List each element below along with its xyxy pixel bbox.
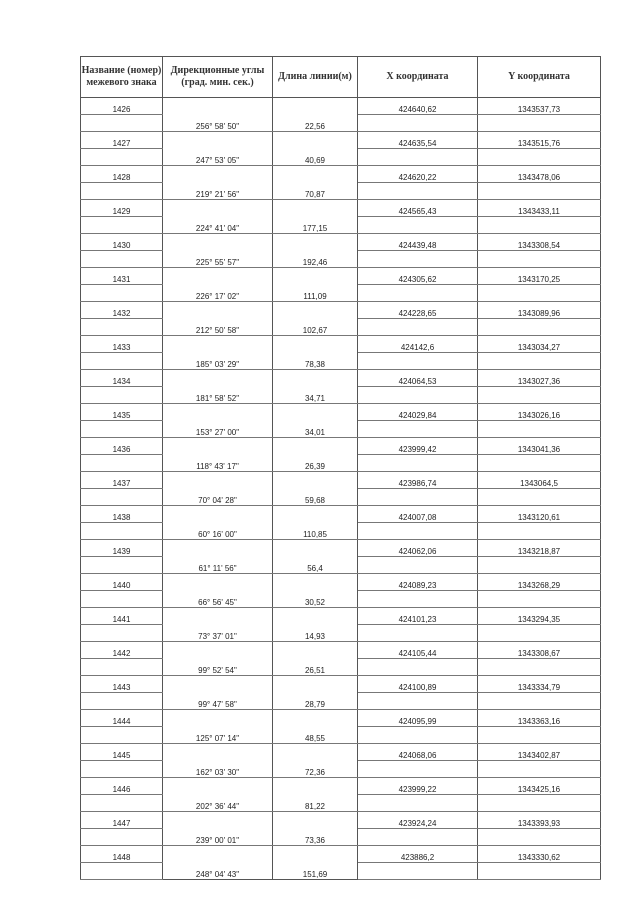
directional-angle-cell: 181° 58' 52" [163, 387, 273, 404]
empty-cell [478, 693, 601, 710]
header-x-coordinate: X координата [358, 57, 478, 98]
table-row-point [81, 710, 601, 727]
empty-cell [81, 455, 163, 472]
table-row-point [81, 608, 601, 625]
empty-cell [358, 625, 478, 642]
table-row-point [81, 234, 601, 251]
table-row-segment [81, 761, 601, 778]
directional-angle-cell: 118° 43' 17" [163, 455, 273, 472]
point-name-cell: 1439 [81, 540, 163, 557]
empty-cell [273, 370, 358, 387]
empty-cell [81, 387, 163, 404]
line-length-cell: 34,71 [273, 387, 358, 404]
empty-cell [273, 302, 358, 319]
empty-cell [273, 778, 358, 795]
y-coordinate-cell: 1343120,61 [478, 506, 601, 523]
table-row-point [81, 540, 601, 557]
empty-cell [81, 115, 163, 132]
y-coordinate-cell: 1343308,54 [478, 234, 601, 251]
line-length-cell: 192,46 [273, 251, 358, 268]
table-row-segment [81, 557, 601, 574]
empty-cell [81, 183, 163, 200]
directional-angle-cell: 162° 03' 30" [163, 761, 273, 778]
empty-cell [163, 812, 273, 829]
x-coordinate-cell: 424029,84 [358, 404, 478, 421]
y-coordinate-cell: 1343026,16 [478, 404, 601, 421]
line-length-cell: 26,51 [273, 659, 358, 676]
table-row-point [81, 336, 601, 353]
empty-cell [358, 523, 478, 540]
table-row-point [81, 166, 601, 183]
line-length-cell: 70,87 [273, 183, 358, 200]
line-length-cell: 111,09 [273, 285, 358, 302]
empty-cell [478, 455, 601, 472]
line-length-cell: 73,36 [273, 829, 358, 846]
table-row-segment [81, 863, 601, 880]
y-coordinate-cell: 1343393,93 [478, 812, 601, 829]
empty-cell [81, 591, 163, 608]
empty-cell [358, 251, 478, 268]
table-row-point [81, 302, 601, 319]
point-name-cell: 1430 [81, 234, 163, 251]
empty-cell [273, 472, 358, 489]
empty-cell [163, 642, 273, 659]
empty-cell [358, 761, 478, 778]
empty-cell [478, 829, 601, 846]
empty-cell [163, 302, 273, 319]
coordinates-table [80, 56, 601, 880]
x-coordinate-cell: 424089,23 [358, 574, 478, 591]
empty-cell [163, 676, 273, 693]
empty-cell [358, 455, 478, 472]
empty-cell [81, 693, 163, 710]
table-row-point [81, 438, 601, 455]
empty-cell [81, 761, 163, 778]
directional-angle-cell: 248° 04' 43" [163, 863, 273, 880]
x-coordinate-cell: 423924,24 [358, 812, 478, 829]
empty-cell [273, 132, 358, 149]
empty-cell [81, 795, 163, 812]
empty-cell [273, 812, 358, 829]
table-row-point [81, 132, 601, 149]
empty-cell [81, 829, 163, 846]
point-name-cell: 1444 [81, 710, 163, 727]
directional-angle-cell: 99° 47' 58" [163, 693, 273, 710]
empty-cell [358, 421, 478, 438]
empty-cell [358, 115, 478, 132]
table-row-segment [81, 795, 601, 812]
empty-cell [163, 438, 273, 455]
table-row-segment [81, 217, 601, 234]
point-name-cell: 1446 [81, 778, 163, 795]
empty-cell [358, 659, 478, 676]
empty-cell [163, 778, 273, 795]
directional-angle-cell: 185° 03' 29" [163, 353, 273, 370]
empty-cell [81, 149, 163, 166]
empty-cell [358, 557, 478, 574]
point-name-cell: 1434 [81, 370, 163, 387]
y-coordinate-cell: 1343478,06 [478, 166, 601, 183]
point-name-cell: 1447 [81, 812, 163, 829]
point-name-cell: 1440 [81, 574, 163, 591]
empty-cell [273, 574, 358, 591]
point-name-cell: 1429 [81, 200, 163, 217]
empty-cell [478, 625, 601, 642]
line-length-cell: 151,69 [273, 863, 358, 880]
line-length-cell: 72,36 [273, 761, 358, 778]
empty-cell [358, 489, 478, 506]
empty-cell [81, 659, 163, 676]
x-coordinate-cell: 423886,2 [358, 846, 478, 863]
table-header-row [81, 57, 601, 98]
y-coordinate-cell: 1343170,25 [478, 268, 601, 285]
x-coordinate-cell: 424105,44 [358, 642, 478, 659]
empty-cell [358, 727, 478, 744]
directional-angle-cell: 225° 55' 57" [163, 251, 273, 268]
empty-cell [163, 608, 273, 625]
empty-cell [358, 795, 478, 812]
x-coordinate-cell: 424007,08 [358, 506, 478, 523]
line-length-cell: 28,79 [273, 693, 358, 710]
x-coordinate-cell: 424064,53 [358, 370, 478, 387]
directional-angle-cell: 212° 50' 58" [163, 319, 273, 336]
x-coordinate-cell: 424068,06 [358, 744, 478, 761]
empty-cell [478, 251, 601, 268]
empty-cell [163, 234, 273, 251]
table-row-segment [81, 115, 601, 132]
x-coordinate-cell: 424565,43 [358, 200, 478, 217]
empty-cell [163, 710, 273, 727]
line-length-cell: 22,56 [273, 115, 358, 132]
directional-angle-cell: 61° 11' 56" [163, 557, 273, 574]
line-length-cell: 59,68 [273, 489, 358, 506]
empty-cell [273, 200, 358, 217]
table-row-point [81, 574, 601, 591]
empty-cell [478, 421, 601, 438]
directional-angle-cell: 202° 36' 44" [163, 795, 273, 812]
point-name-cell: 1448 [81, 846, 163, 863]
empty-cell [81, 251, 163, 268]
y-coordinate-cell: 1343330,62 [478, 846, 601, 863]
point-name-cell: 1433 [81, 336, 163, 353]
empty-cell [478, 727, 601, 744]
empty-cell [81, 421, 163, 438]
empty-cell [273, 336, 358, 353]
table-row-segment [81, 319, 601, 336]
empty-cell [478, 489, 601, 506]
header-y-coordinate: Y координата [478, 57, 601, 98]
table-row-point [81, 404, 601, 421]
line-length-cell: 81,22 [273, 795, 358, 812]
line-length-cell: 30,52 [273, 591, 358, 608]
line-length-cell: 40,69 [273, 149, 358, 166]
empty-cell [273, 268, 358, 285]
directional-angle-cell: 247° 53' 05" [163, 149, 273, 166]
point-name-cell: 1432 [81, 302, 163, 319]
table-row-segment [81, 591, 601, 608]
x-coordinate-cell: 424635,54 [358, 132, 478, 149]
x-coordinate-cell: 424305,62 [358, 268, 478, 285]
line-length-cell: 177,15 [273, 217, 358, 234]
line-length-cell: 48,55 [273, 727, 358, 744]
directional-angle-cell: 224° 41' 04" [163, 217, 273, 234]
table-row-segment [81, 387, 601, 404]
x-coordinate-cell: 424439,48 [358, 234, 478, 251]
table-row-point [81, 642, 601, 659]
line-length-cell: 56,4 [273, 557, 358, 574]
y-coordinate-cell: 1343433,11 [478, 200, 601, 217]
table-row-segment [81, 489, 601, 506]
table-row-segment [81, 251, 601, 268]
table-row-point [81, 812, 601, 829]
empty-cell [478, 353, 601, 370]
point-name-cell: 1428 [81, 166, 163, 183]
empty-cell [478, 761, 601, 778]
directional-angle-cell: 125° 07' 14" [163, 727, 273, 744]
table-row-point [81, 744, 601, 761]
directional-angle-cell: 153° 27' 00" [163, 421, 273, 438]
header-directional-angles: Дирекционные углы (град. мин. сек.) [163, 57, 273, 98]
empty-cell [273, 846, 358, 863]
point-name-cell: 1441 [81, 608, 163, 625]
empty-cell [478, 795, 601, 812]
table-row-segment [81, 353, 601, 370]
point-name-cell: 1436 [81, 438, 163, 455]
empty-cell [273, 438, 358, 455]
line-length-cell: 26,39 [273, 455, 358, 472]
y-coordinate-cell: 1343089,96 [478, 302, 601, 319]
empty-cell [81, 727, 163, 744]
y-coordinate-cell: 1343308,67 [478, 642, 601, 659]
point-name-cell: 1438 [81, 506, 163, 523]
empty-cell [358, 183, 478, 200]
x-coordinate-cell: 424095,99 [358, 710, 478, 727]
y-coordinate-cell: 1343064,5 [478, 472, 601, 489]
empty-cell [81, 523, 163, 540]
coordinates-table-page [80, 56, 600, 879]
x-coordinate-cell: 424228,65 [358, 302, 478, 319]
empty-cell [478, 149, 601, 166]
directional-angle-cell: 99° 52' 54" [163, 659, 273, 676]
empty-cell [81, 863, 163, 880]
table-row-point [81, 676, 601, 693]
x-coordinate-cell: 424062,06 [358, 540, 478, 557]
x-coordinate-cell: 423986,74 [358, 472, 478, 489]
empty-cell [163, 370, 273, 387]
empty-cell [358, 319, 478, 336]
empty-cell [358, 353, 478, 370]
line-length-cell: 14,93 [273, 625, 358, 642]
directional-angle-cell: 70° 04' 28" [163, 489, 273, 506]
empty-cell [273, 234, 358, 251]
empty-cell [358, 217, 478, 234]
point-name-cell: 1442 [81, 642, 163, 659]
empty-cell [163, 98, 273, 115]
empty-cell [358, 285, 478, 302]
table-row-point [81, 778, 601, 795]
empty-cell [478, 319, 601, 336]
directional-angle-cell: 73° 37' 01" [163, 625, 273, 642]
line-length-cell: 78,38 [273, 353, 358, 370]
y-coordinate-cell: 1343268,29 [478, 574, 601, 591]
y-coordinate-cell: 1343537,73 [478, 98, 601, 115]
point-name-cell: 1435 [81, 404, 163, 421]
empty-cell [478, 387, 601, 404]
line-length-cell: 102,67 [273, 319, 358, 336]
y-coordinate-cell: 1343294,35 [478, 608, 601, 625]
y-coordinate-cell: 1343334,79 [478, 676, 601, 693]
table-row-point [81, 370, 601, 387]
table-row-point [81, 506, 601, 523]
empty-cell [273, 540, 358, 557]
x-coordinate-cell: 424640,62 [358, 98, 478, 115]
point-name-cell: 1426 [81, 98, 163, 115]
empty-cell [478, 863, 601, 880]
x-coordinate-cell: 424101,23 [358, 608, 478, 625]
directional-angle-cell: 60° 16' 00" [163, 523, 273, 540]
empty-cell [163, 744, 273, 761]
empty-cell [81, 285, 163, 302]
table-row-segment [81, 455, 601, 472]
y-coordinate-cell: 1343041,36 [478, 438, 601, 455]
x-coordinate-cell: 423999,22 [358, 778, 478, 795]
table-row-segment [81, 829, 601, 846]
table-row-segment [81, 149, 601, 166]
directional-angle-cell: 256° 58' 50" [163, 115, 273, 132]
empty-cell [358, 693, 478, 710]
empty-cell [81, 625, 163, 642]
x-coordinate-cell: 424142,6 [358, 336, 478, 353]
empty-cell [478, 659, 601, 676]
empty-cell [478, 285, 601, 302]
y-coordinate-cell: 1343218,87 [478, 540, 601, 557]
empty-cell [163, 336, 273, 353]
empty-cell [81, 353, 163, 370]
empty-cell [478, 557, 601, 574]
table-row-point [81, 846, 601, 863]
empty-cell [273, 608, 358, 625]
y-coordinate-cell: 1343034,27 [478, 336, 601, 353]
empty-cell [358, 387, 478, 404]
point-name-cell: 1443 [81, 676, 163, 693]
empty-cell [81, 489, 163, 506]
empty-cell [478, 217, 601, 234]
empty-cell [163, 132, 273, 149]
point-name-cell: 1431 [81, 268, 163, 285]
table-row-segment [81, 727, 601, 744]
empty-cell [81, 557, 163, 574]
empty-cell [273, 744, 358, 761]
empty-cell [478, 591, 601, 608]
y-coordinate-cell: 1343027,36 [478, 370, 601, 387]
directional-angle-cell: 219° 21' 56" [163, 183, 273, 200]
empty-cell [163, 472, 273, 489]
table-row-segment [81, 523, 601, 540]
point-name-cell: 1437 [81, 472, 163, 489]
empty-cell [478, 115, 601, 132]
empty-cell [163, 404, 273, 421]
y-coordinate-cell: 1343402,87 [478, 744, 601, 761]
empty-cell [358, 591, 478, 608]
y-coordinate-cell: 1343425,16 [478, 778, 601, 795]
empty-cell [163, 200, 273, 217]
x-coordinate-cell: 423999,42 [358, 438, 478, 455]
empty-cell [273, 676, 358, 693]
table-row-point [81, 200, 601, 217]
x-coordinate-cell: 424620,22 [358, 166, 478, 183]
empty-cell [273, 642, 358, 659]
y-coordinate-cell: 1343515,76 [478, 132, 601, 149]
table-row-point [81, 268, 601, 285]
empty-cell [81, 217, 163, 234]
empty-cell [81, 319, 163, 336]
empty-cell [273, 166, 358, 183]
table-row-point [81, 472, 601, 489]
empty-cell [358, 149, 478, 166]
directional-angle-cell: 239° 00' 01" [163, 829, 273, 846]
line-length-cell: 34,01 [273, 421, 358, 438]
empty-cell [478, 183, 601, 200]
table-row-segment [81, 285, 601, 302]
empty-cell [273, 404, 358, 421]
table-row-point [81, 98, 601, 115]
empty-cell [163, 574, 273, 591]
table-row-segment [81, 421, 601, 438]
header-point-name: Название (номер) межевого знака [81, 57, 163, 98]
point-name-cell: 1427 [81, 132, 163, 149]
directional-angle-cell: 226° 17' 02" [163, 285, 273, 302]
header-line-length: Длина линии(м) [273, 57, 358, 98]
empty-cell [273, 506, 358, 523]
empty-cell [163, 268, 273, 285]
empty-cell [358, 863, 478, 880]
empty-cell [273, 710, 358, 727]
empty-cell [358, 829, 478, 846]
table-row-segment [81, 659, 601, 676]
empty-cell [163, 540, 273, 557]
table-row-segment [81, 625, 601, 642]
empty-cell [163, 506, 273, 523]
table-row-segment [81, 183, 601, 200]
empty-cell [163, 166, 273, 183]
x-coordinate-cell: 424100,89 [358, 676, 478, 693]
directional-angle-cell: 66° 56' 45" [163, 591, 273, 608]
line-length-cell: 110,85 [273, 523, 358, 540]
y-coordinate-cell: 1343363,16 [478, 710, 601, 727]
empty-cell [163, 846, 273, 863]
point-name-cell: 1445 [81, 744, 163, 761]
table-row-segment [81, 693, 601, 710]
empty-cell [478, 523, 601, 540]
empty-cell [273, 98, 358, 115]
